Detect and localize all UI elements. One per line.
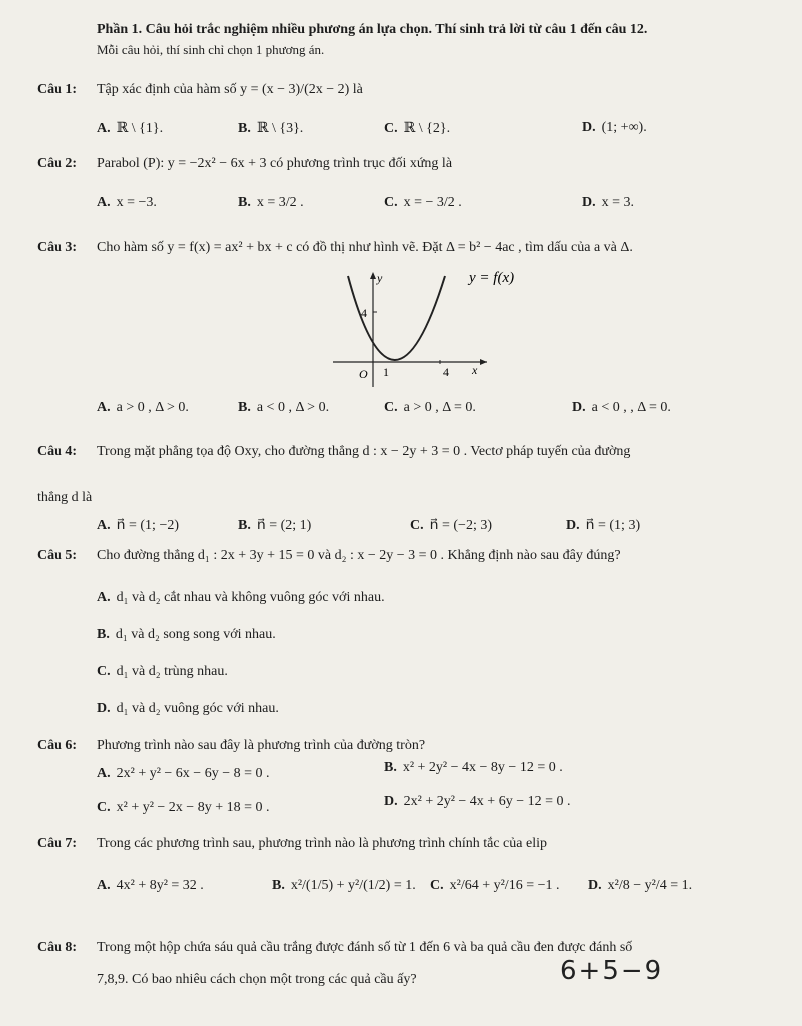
question-label: Câu 5: — [37, 548, 78, 563]
question-text-continued: thẳng d là — [37, 490, 93, 505]
option-d[interactable]: D. x²/8 − y²/4 = 1. — [588, 878, 693, 893]
option-b[interactable]: B. n⃗ = (2; 1) — [238, 518, 312, 533]
option-b[interactable]: B. x² + 2y² − 4x − 8y − 12 = 0 . — [384, 760, 563, 775]
option-a[interactable]: A. ℝ \ {1}. — [97, 121, 164, 136]
y-tick-label: 4 — [361, 306, 367, 320]
question-text: Cho đường thẳng d₁ : 2x + 3y + 15 = 0 và d₂ : x − 2y − 3 = 0 . Khẳng định nào sau đây đúng? — [97, 548, 621, 563]
option-b[interactable]: B. d₁ và d₂ song song với nhau. — [97, 627, 276, 642]
question-label: Câu 1: — [37, 82, 78, 97]
option-a[interactable]: A. n⃗ = (1; −2) — [97, 518, 180, 533]
option-c[interactable]: C. n⃗ = (−2; 3) — [410, 518, 493, 533]
x-tick-label-4: 4 — [443, 365, 449, 379]
x-axis-label: x — [472, 363, 478, 377]
option-c[interactable]: C. x²/64 + y²/16 = −1 . — [430, 878, 560, 893]
question-label: Câu 2: — [37, 156, 78, 171]
question-text: Trong một hộp chứa sáu quả cầu trắng được đánh số từ 1 đến 6 và ba quả cầu đen được đánh số — [97, 940, 633, 955]
option-b[interactable]: B. x²/(1/5) + y²/(1/2) = 1. — [272, 878, 416, 893]
option-c[interactable]: C. x² + y² − 2x − 8y + 18 = 0 . — [97, 800, 270, 815]
option-a[interactable]: A. a > 0 , Δ > 0. — [97, 400, 189, 415]
question-text: Parabol (P): y = −2x² − 6x + 3 có phương trình trục đối xứng là — [97, 156, 453, 171]
option-b[interactable]: B. a < 0 , Δ > 0. — [238, 400, 330, 415]
option-d[interactable]: D. (1; +∞). — [582, 120, 647, 135]
curve-label: y = f(x) — [469, 270, 515, 286]
question-text: Cho hàm số y = f(x) = ax² + bx + c có đồ thị như hình vẽ. Đặt Δ = b² − 4ac , tìm dấu của a và Δ. — [97, 240, 633, 255]
option-a[interactable]: A. x = −3. — [97, 195, 157, 210]
question-label: Câu 6: — [37, 738, 78, 753]
option-a[interactable]: A. d₁ và d₂ cắt nhau và không vuông góc với nhau. — [97, 590, 385, 605]
option-d[interactable]: D. d₁ và d₂ vuông góc với nhau. — [97, 701, 279, 716]
option-a[interactable]: A. 2x² + y² − 6x − 6y − 8 = 0 . — [97, 766, 270, 781]
section-title: Phần 1. Câu hỏi trắc nghiệm nhiều phương án lựa chọn. Thí sinh trả lời từ câu 1 đến câu 12. — [97, 22, 648, 37]
question-label: Câu 4: — [37, 444, 78, 459]
option-d[interactable]: D. a < 0 , , Δ = 0. — [572, 400, 671, 415]
section-subtitle: Mỗi câu hỏi, thí sinh chỉ chọn 1 phương án. — [97, 42, 325, 57]
option-d[interactable]: D. n⃗ = (1; 3) — [566, 518, 641, 533]
x-tick-label-1: 1 — [383, 365, 389, 379]
question-text: Phương trình nào sau đây là phương trình của đường tròn? — [97, 738, 426, 753]
question-label: Câu 3: — [37, 240, 78, 255]
option-c[interactable]: C. a > 0 , Δ = 0. — [384, 400, 476, 415]
question-text: Trong mặt phẳng tọa độ Oxy, cho đường thẳng d : x − 2y + 3 = 0 . Vectơ pháp tuyến của đường — [97, 444, 631, 459]
option-b[interactable]: B. ℝ \ {3}. — [238, 121, 304, 136]
option-d[interactable]: D. x = 3. — [582, 195, 635, 210]
handwritten-answer: 6+5−9 — [560, 956, 664, 986]
question-text: Tập xác định của hàm số y = (x − 3)/(2x − 2) là — [97, 82, 363, 97]
option-c[interactable]: C. x = − 3/2 . — [384, 195, 462, 210]
origin-label: O — [359, 367, 368, 381]
option-c[interactable]: C. ℝ \ {2}. — [384, 121, 451, 136]
y-axis-label: y — [377, 271, 383, 285]
parabola-graph — [325, 262, 545, 392]
x-axis-arrow — [480, 359, 487, 365]
question-label: Câu 8: — [37, 940, 78, 955]
option-b[interactable]: B. x = 3/2 . — [238, 195, 304, 210]
option-d[interactable]: D. 2x² + 2y² − 4x + 6y − 12 = 0 . — [384, 794, 571, 809]
y-axis-arrow — [370, 272, 376, 279]
question-label: Câu 7: — [37, 836, 78, 851]
option-a[interactable]: A. 4x² + 8y² = 32 . — [97, 878, 204, 893]
question-text: Trong các phương trình sau, phương trình nào là phương trình chính tắc của elip — [97, 836, 547, 851]
question-text-continued: 7,8,9. Có bao nhiêu cách chọn một trong các quả cầu ấy? — [97, 972, 417, 987]
option-c[interactable]: C. d₁ và d₂ trùng nhau. — [97, 664, 228, 679]
